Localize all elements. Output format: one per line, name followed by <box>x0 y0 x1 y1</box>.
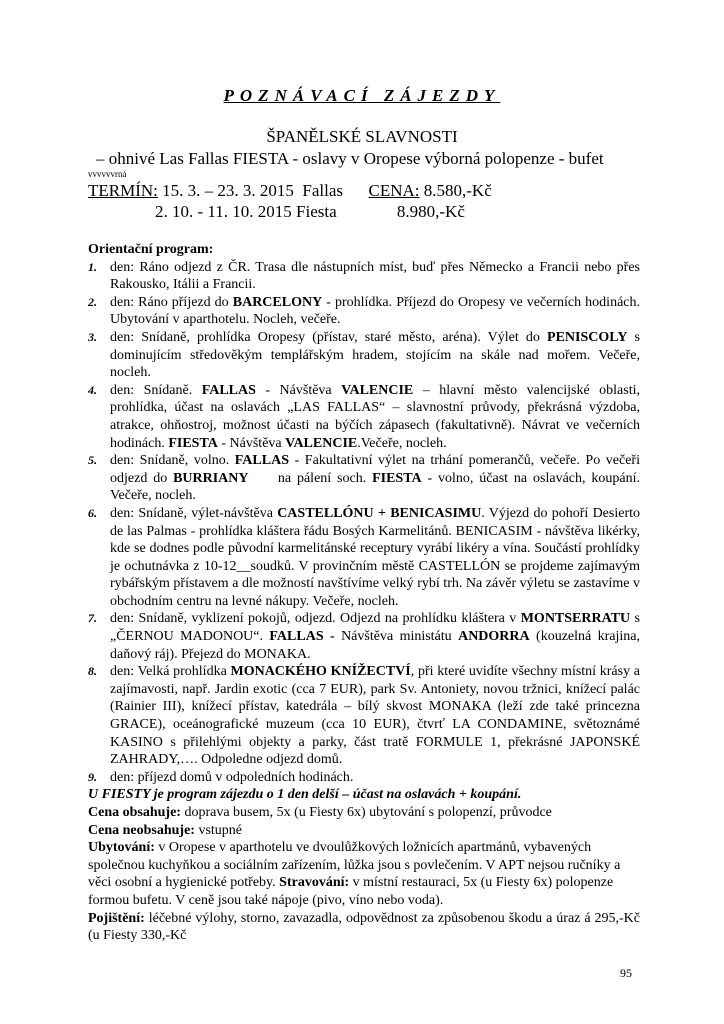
day-number: 8. <box>88 664 97 679</box>
day-text: den: Snídaně, výlet-návštěva <box>110 505 278 521</box>
event-name: FALLAS <box>234 453 289 469</box>
day-text: .Večeře, nocleh. <box>357 435 447 451</box>
termin-row-2 <box>155 202 465 222</box>
place-name: ANDORRA <box>458 629 530 645</box>
accommodation-label: Ubytování: <box>88 840 155 856</box>
day-text: – hlavní město valencijské oblasti, prohlídka, účast na oslavách „LAS FALLAS“ – slavnostní průvody, překrásná výzdoba, atrakce, ohňostroj, možnost účasti na býčích zápasech (fakultativně). Návrat ve večerních hodinách. <box>110 382 640 451</box>
page-title: POZNÁVACÍ ZÁJEZDY <box>223 86 501 105</box>
day-text: den: Snídaně. <box>110 382 202 398</box>
day-text: na pálení soch. <box>248 470 373 486</box>
day-item-4 <box>88 382 640 452</box>
place-name: VALENCIE <box>285 435 358 451</box>
termin-label: TERMÍN: <box>88 181 158 200</box>
day-number: 4. <box>88 382 97 397</box>
day-number: 6. <box>88 505 97 520</box>
event-name: FIESTA <box>372 470 422 486</box>
program-content <box>88 241 640 945</box>
day-text: - Fakultativní výlet na trhání pomerančů, večeře. Po večeři odjezd do <box>110 453 640 486</box>
day-item-1 <box>88 259 640 294</box>
meals-text: v místní restauraci, 5x (u Fiesty 6x) polopenze formou bufetu. V ceně jsou také nápoje (pivo, víno nebo voda). <box>88 875 614 908</box>
meals-label: Stravování: <box>279 875 350 891</box>
day-text: s „ČERNOU MADONOU“. <box>110 611 640 645</box>
place-name: VALENCIE <box>341 382 414 398</box>
day-item-7 <box>88 610 640 663</box>
day-text: Návštěva ministátu <box>334 629 459 645</box>
place-name: MONTSERRATU <box>520 611 631 627</box>
day-text: , při které uvidíte všechny místní krásy a zajímavosti, např. Jardin exotic (cca 7 EUR), park Sv. Antoniety, novou tržnici, knížecí palác (Rainier III), knížecí přístav, katedrála – bílý skvost MONAKA (leží zde také princezna GRACE), oceánografické muzeum (cca 10 EUR), čtvrť LA CONDAMINE, světoznámé KASINO s přilehlými objekty a parky, část tratě FORMULE 1, překrásné JAPONSKÉ ZAHRADY,…. Odpoledne odjezd domů. <box>110 664 640 768</box>
price-includes <box>88 804 640 822</box>
place-name: CASTELLÓNU + BENICASIMU <box>277 505 482 521</box>
day-item-6 <box>88 505 640 611</box>
insurance-text: léčebné výlohy, storno, zavazadla, odpovědnost za způsobenou škodu a úraz á 295,-Kč (u Fiesty 330,-Kč <box>88 910 640 944</box>
day-text: den: Velká prohlídka <box>110 664 231 680</box>
program-heading: Orientační program: <box>88 242 214 257</box>
day-text: den: Snídaně, prohlídka Oropesy (přístav, staré město, aréna). Výlet do <box>110 329 548 345</box>
price-includes-text: doprava busem, 5x (u Fiesty 6x) ubytování s polopenzí, průvodce <box>180 805 552 820</box>
termin-dates-1: 15. 3. – 23. 3. 2015 Fallas <box>157 181 369 200</box>
price-excludes-label: Cena neobsahuje: <box>88 822 195 838</box>
price-excludes <box>88 822 640 840</box>
day-text: - volno, účast na oslavách, koupání. Večeře, nocleh. <box>110 470 640 504</box>
day-number: 7. <box>88 611 97 626</box>
day-item-5 <box>88 452 640 505</box>
subtitle: ŠPANĚLSKÉ SLAVNOSTI <box>266 127 458 146</box>
tour-description-line: – ohnivé Las Fallas FIESTA - oslavy v Oropese výborná polopenze - bufet <box>96 149 604 168</box>
event-name: FALLAS <box>201 382 256 398</box>
fiesta-note: U FIESTY je program zájezdu o 1 den delší – účast na oslavách + koupání. <box>88 787 522 803</box>
day-item-3 <box>88 329 640 382</box>
price-includes-label: Cena obsahuje: <box>88 805 181 820</box>
place-name: BURRIANY <box>173 470 249 486</box>
termin-row-1 <box>88 181 492 201</box>
accommodation <box>88 839 640 909</box>
termin-dates-2: 2. 10. - 11. 10. 2015 Fiesta <box>155 202 337 221</box>
day-text: . Výjezd do pohoří Desierto de las Palmas - prohlídka kláštera řádu Bosých Karmelitánů. BENICASIM - návštěva likérky, kde se dodnes podle původní karmelitánské receptury vyrábí likéry a vína. Součástí prohlídky je ochutnávka z 10-12__soudků. V provinčním městě CASTELLÓN se projdeme zajímavým rybářským přístavem a dle možností navštívíme velký rybí trh. Na závěr výletu se zastavíme v obchodním centru na levné nákupy. Večeře, nocleh. <box>110 505 640 609</box>
day-item-2 <box>88 294 640 329</box>
cena-label: CENA: <box>368 181 420 200</box>
event-name: FIESTA <box>168 435 218 451</box>
place-name: BARCELONY <box>232 294 323 310</box>
cena-1: 8.580,-Kč <box>419 181 492 200</box>
place-name: PENISCOLY <box>547 329 628 345</box>
day-text: (kouzelná krajina, daňový ráj). Přejezd do MONAKA. <box>110 629 641 662</box>
page-number: 95 <box>620 966 632 980</box>
day-number: 1. <box>88 259 97 274</box>
cena-2: 8.980,-Kč <box>396 202 465 221</box>
day-number: 2. <box>88 294 97 309</box>
event-name: FALLAS - <box>269 629 335 645</box>
day-text: den: Ráno příjezd do <box>110 294 233 310</box>
tiny-text: vvvvvvrná <box>88 169 127 179</box>
insurance-label: Pojištění: <box>88 910 145 926</box>
day-text: den: Snídaně, vyklizení pokojů, odjezd. Odjezd na prohlídku kláštera v <box>110 611 521 627</box>
day-text: s dominujícím středověkým templářským hradem, stojícím na skále nad mořem. Večeře, nocleh. <box>110 329 641 381</box>
day-item-9 <box>88 769 640 787</box>
day-text: den: Snídaně, volno. <box>110 453 235 469</box>
day-text: den: příjezd domů v odpoledních hodinách. <box>110 769 354 785</box>
day-text: den: Ráno odjezd z ČR. Trasa dle nástupních míst, buď přes Německo a Francii nebo přes Rakousko, Itálii a Francii. <box>110 259 640 293</box>
day-number: 9. <box>88 769 97 784</box>
day-text: - prohlídka. Příjezd do Oropesy ve večerních hodinách. Ubytování v aparthotelu. Nocleh, večeře. <box>110 294 640 328</box>
day-text: - Návštěva <box>255 382 342 398</box>
insurance <box>88 910 640 945</box>
day-item-8 <box>88 663 640 769</box>
day-list <box>88 259 640 787</box>
place-name: MONACKÉHO KNÍŽECTVÍ <box>230 664 411 680</box>
day-number: 5. <box>88 453 97 468</box>
day-text: - Návštěva <box>217 435 286 451</box>
price-excludes-text: vstupné <box>194 822 243 838</box>
accommodation-text: v Oropese v aparthotelu ve dvoulůžkových ložnicích apartmánů, vybavených společnou kuchyňkou a sociálním zařízením, lůžka jsou s povlečením. V APT nejsou ručníky a věci osobní a hygienické potřeby. <box>88 840 621 891</box>
day-number: 3. <box>88 329 97 344</box>
